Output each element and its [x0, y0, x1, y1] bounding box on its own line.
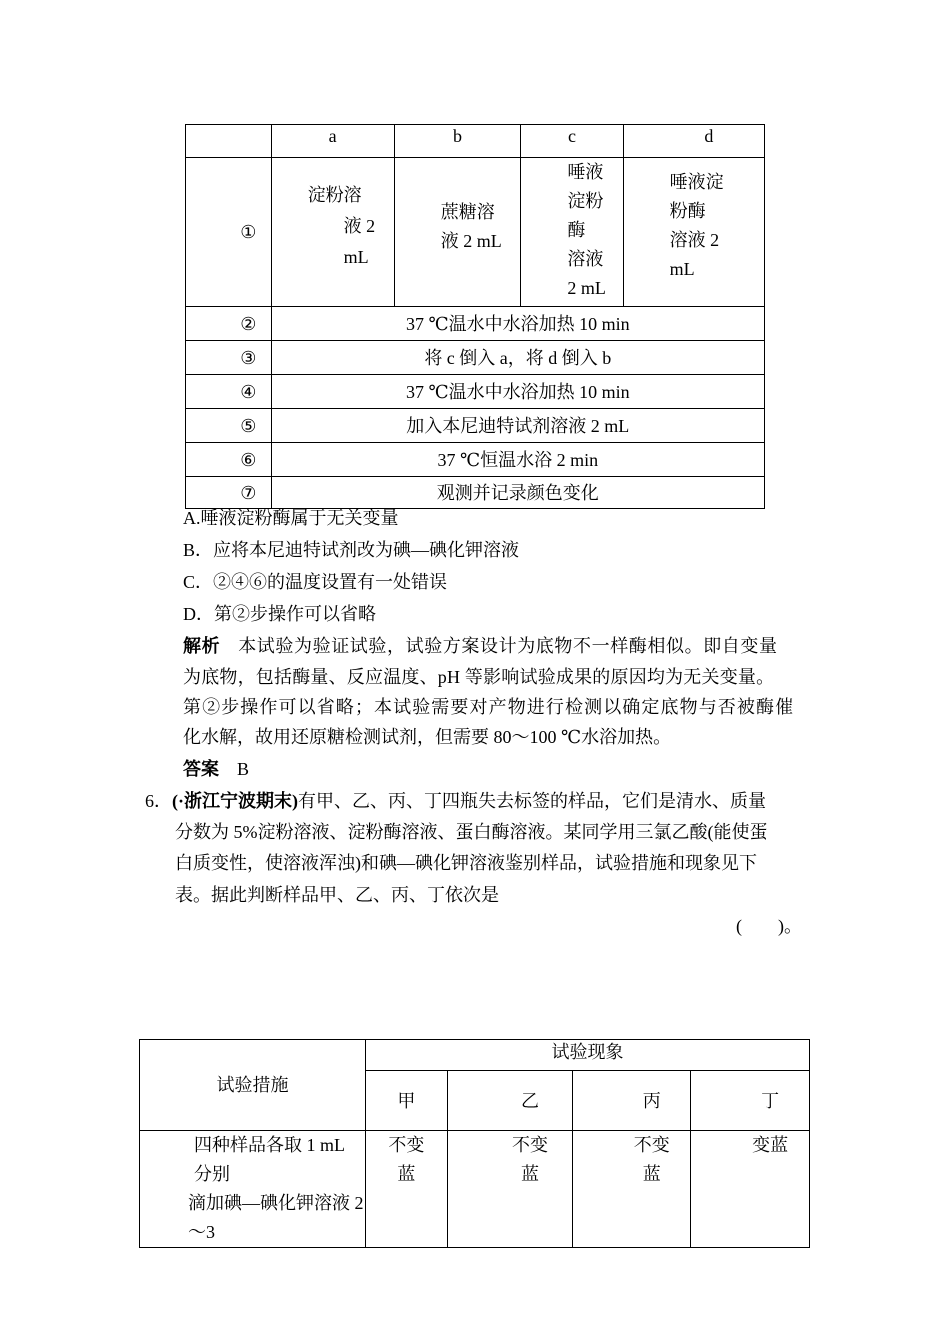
answer-blank: ( )。 [736, 916, 802, 936]
row1-d-line: 溶液 2 [669, 230, 720, 250]
answer-value: B [237, 759, 250, 779]
row1-d-line: 唾液淀 [669, 172, 724, 192]
identification-table [139, 1039, 810, 1248]
header-c: c [521, 125, 623, 158]
header-blank-cell [186, 125, 272, 158]
analysis-line: 化水解，故用还原糖检测试剂，但需要 80～100 ℃水浴加热。 [183, 727, 672, 747]
step-3-text: 将 c 倒入 a，将 d 倒入 b [271, 341, 764, 375]
step-1-label: ① [240, 222, 257, 242]
col-ding: 丁 [691, 1071, 810, 1131]
analysis-line: 第②步操作可以省略；本试验需要对产物进行检测以确定底物与否被酶催 [183, 697, 795, 717]
row1-d-cell [623, 158, 764, 307]
option-b: B．应将本尼迪特试剂改为碘—碘化钾溶液 [183, 540, 520, 560]
col-jia: 甲 [366, 1071, 448, 1131]
row1-c-line: 淀粉 [567, 191, 604, 211]
result-yi [447, 1131, 573, 1248]
question-number: 6． [145, 791, 172, 811]
phenomenon-header: 试验现象 [366, 1040, 810, 1071]
method-line: 滴加碘—碘化钾溶液 2～3 [188, 1193, 364, 1242]
question-6-line: 分数为 5%淀粉溶液、淀粉酶溶液、蛋白酶溶液。某同学用三氯乙酸(能使蛋 [175, 822, 768, 842]
header-d: d [623, 125, 764, 158]
row1-d-line: 粉酶 [669, 201, 706, 221]
answer-line [183, 754, 249, 784]
row1-b-line: 蔗糖溶 [440, 202, 495, 222]
step-2-text: 37 ℃温水中水浴加热 10 min [271, 307, 764, 341]
row1-c-line: 溶液 [567, 249, 604, 269]
result-line: 蓝 [642, 1164, 661, 1184]
option-d: D．第②步操作可以省略 [183, 604, 376, 624]
col-bing: 丙 [573, 1071, 691, 1131]
option-a: A.唾液淀粉酶属于无关变量 [183, 508, 399, 528]
row1-b-cell [394, 158, 521, 307]
result-jia [366, 1131, 448, 1248]
result-line: 不变 [388, 1135, 425, 1155]
result-line: 变蓝 [752, 1135, 789, 1155]
row1-c-cell [521, 158, 623, 307]
analysis-line: 为底物，包括酶量、反应温度、pH 等影响试验成果的原因均为无关变量。 [183, 667, 775, 687]
method-line: 四种样品各取 1 mL 分别 [194, 1135, 345, 1184]
row1-a-cell [271, 158, 394, 307]
step-5-cell: ⑤ [186, 409, 272, 443]
header-b: b [394, 125, 521, 158]
question-text: 有甲、乙、丙、丁四瓶失去标签的样品，它们是清水、质量 [298, 791, 766, 811]
question-6-line: 表。据此判断样品甲、乙、丙、丁依次是 [175, 885, 499, 905]
step-4-text: 37 ℃温水中水浴加热 10 min [271, 375, 764, 409]
question-6-line [145, 786, 766, 816]
step-5-text: 加入本尼迪特试剂溶液 2 mL [271, 409, 764, 443]
result-line: 不变 [512, 1135, 549, 1155]
step-2-cell: ② [186, 307, 272, 341]
row1-a-line: mL [343, 247, 369, 267]
row1-c-line: 唾液 [567, 162, 604, 182]
method-cell [140, 1131, 366, 1248]
option-c: C．②④⑥的温度设置有一处错误 [183, 572, 448, 592]
experiment-table [185, 124, 765, 509]
row1-d-line: mL [669, 259, 695, 279]
row1-a-line: 淀粉溶 [307, 185, 362, 205]
analysis-label: 解析 [183, 636, 221, 656]
result-bing [573, 1131, 691, 1248]
method-header: 试验措施 [140, 1040, 366, 1131]
result-line: 蓝 [397, 1164, 416, 1184]
row1-a-line: 液 2 [343, 216, 376, 236]
analysis-text: 本试验为验证试验，试验方案设计为底物不一样酶相似。即自变量 [238, 636, 778, 656]
analysis-line [183, 631, 778, 661]
step-7-cell: ⑦ [186, 477, 272, 509]
question-source: (·浙江宁波期末) [172, 791, 298, 811]
step-7-text: 观测并记录颜色变化 [271, 477, 764, 509]
row1-b-line: 液 2 mL [440, 231, 502, 251]
row1-c-line: 酶 [567, 220, 586, 240]
step-6-cell: ⑥ [186, 443, 272, 477]
step-4-cell: ④ [186, 375, 272, 409]
header-a: a [271, 125, 394, 158]
question-6-line: 白质变性，使溶液浑浊)和碘—碘化钾溶液鉴别样品，试验措施和现象见下 [175, 853, 757, 873]
step-3-cell: ③ [186, 341, 272, 375]
row1-c-line: 2 mL [567, 278, 606, 298]
answer-label: 答案 [183, 759, 219, 779]
result-line: 不变 [633, 1135, 670, 1155]
step-1-cell [186, 158, 272, 307]
col-yi: 乙 [447, 1071, 573, 1131]
result-ding [691, 1131, 810, 1248]
result-line: 蓝 [521, 1164, 540, 1184]
step-6-text: 37 ℃恒温水浴 2 min [271, 443, 764, 477]
